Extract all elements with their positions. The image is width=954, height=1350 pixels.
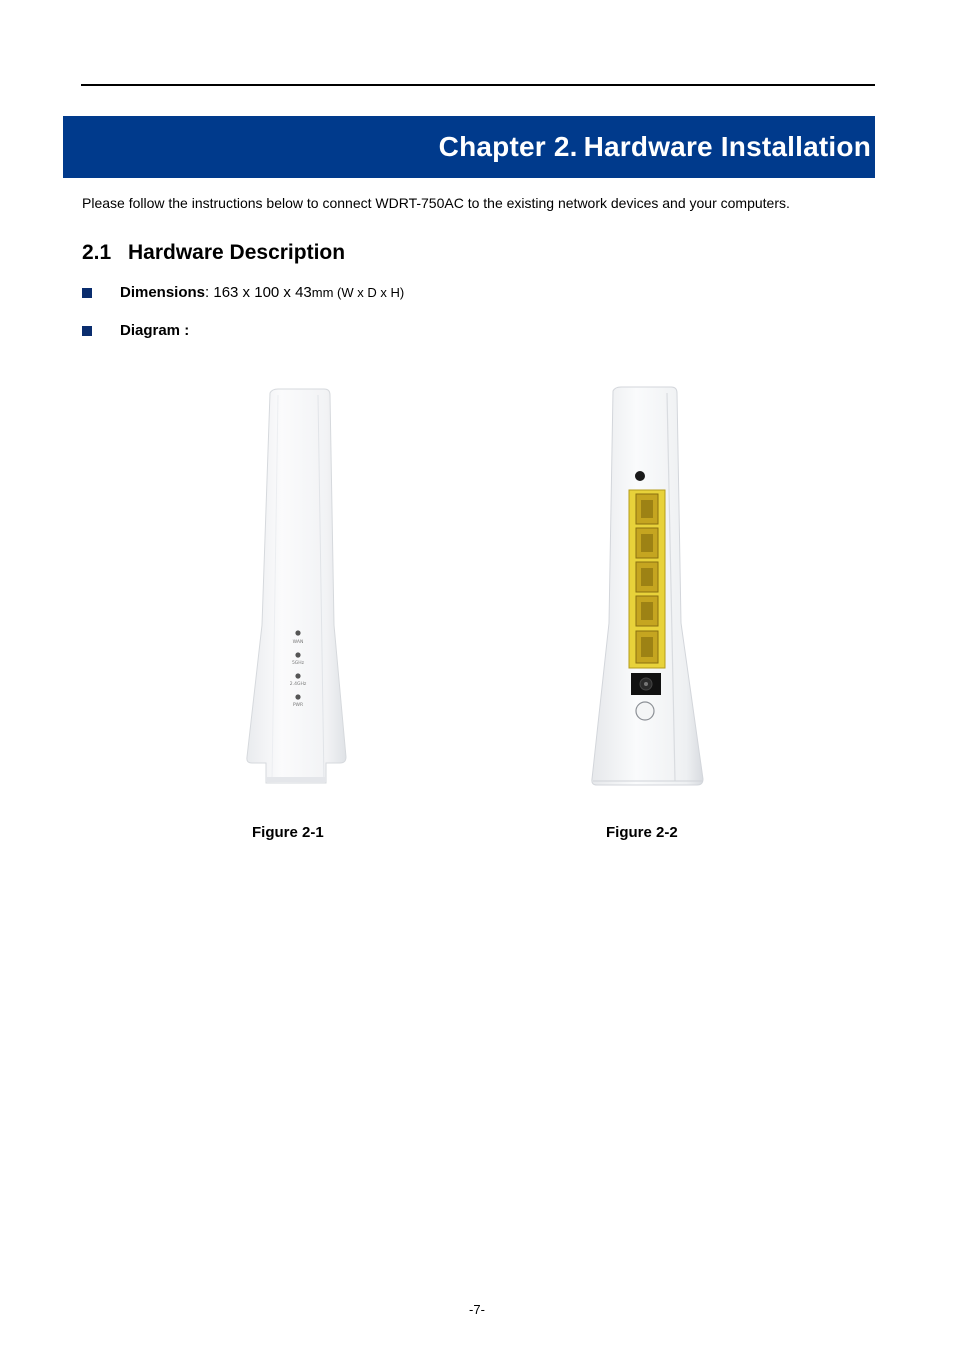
led-pwr-label: PWR <box>292 703 304 708</box>
dimensions-unit: mm (W x D x H) <box>311 285 405 300</box>
dimensions-label: Dimensions <box>120 284 206 301</box>
ethernet-port-icon <box>636 596 658 626</box>
router-front-image <box>238 385 358 795</box>
bullet-dimensions <box>82 284 404 301</box>
led-5ghz-label: 5GHz <box>291 661 305 666</box>
ethernet-port-icon <box>636 528 658 558</box>
chapter-banner <box>63 116 875 178</box>
bullet-diagram <box>82 322 189 339</box>
led-wan-icon <box>295 630 300 635</box>
router-rear-image <box>583 383 713 793</box>
reset-button-icon <box>635 471 645 481</box>
chapter-number: Chapter 2. <box>438 131 578 162</box>
ethernet-port-icon <box>636 631 658 663</box>
led-24ghz-label: 2.4GHz <box>289 682 307 687</box>
section-title: Hardware Description <box>128 241 346 264</box>
figure-caption-1: Figure 2-1 <box>252 824 324 841</box>
led-24ghz-icon <box>295 673 300 678</box>
ethernet-port-icon <box>636 494 658 524</box>
section-number: 2.1 <box>82 241 112 264</box>
led-5ghz-icon <box>295 652 300 657</box>
router-rear-illustration <box>583 383 713 793</box>
page-number: -7- <box>469 1302 485 1317</box>
power-button-icon <box>636 702 654 720</box>
dimensions-value: : 163 x 100 x 43 <box>205 284 312 301</box>
intro-paragraph: Please follow the instructions below to connect WDRT-750AC to the existing network devices and your computers. <box>82 195 790 211</box>
ethernet-port-icon <box>636 562 658 592</box>
chapter-name: Hardware Installation <box>583 131 871 162</box>
square-bullet-icon <box>82 288 92 298</box>
led-pwr-icon <box>295 694 300 699</box>
chapter-title <box>439 131 875 163</box>
figure-caption-2: Figure 2-2 <box>606 824 678 841</box>
router-front-illustration <box>238 385 358 795</box>
diagram-label: Diagram : <box>120 322 190 339</box>
led-wan-label: WAN <box>292 640 304 645</box>
header-rule <box>81 84 875 86</box>
square-bullet-icon <box>82 326 92 336</box>
section-heading <box>82 241 345 265</box>
